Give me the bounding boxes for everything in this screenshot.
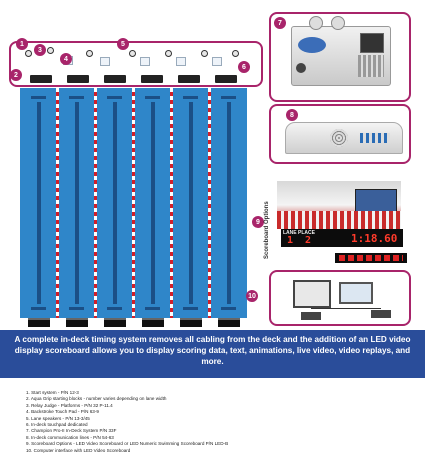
touch-screen xyxy=(176,57,186,66)
wireless-device xyxy=(285,122,403,154)
console-device xyxy=(291,26,391,86)
lane xyxy=(134,88,171,318)
note-item: 2. Aqua Grip starting blocks - number varies depending on lane width xyxy=(26,396,167,402)
side-label: Scoreboard Options xyxy=(264,201,270,259)
note-item: 6. In-deck touchpad dedicated xyxy=(26,422,88,428)
cable-line xyxy=(311,308,381,309)
lane xyxy=(58,88,95,318)
note-item: 7. Champion Pro-II In-Deck System P/N 33F xyxy=(26,428,117,434)
touch-screen xyxy=(212,57,222,66)
touch-pad xyxy=(218,318,240,327)
judge-head xyxy=(165,50,172,57)
computer-panel xyxy=(269,270,411,326)
marker-6: 6 xyxy=(238,61,250,73)
led-numeric-digits xyxy=(339,255,403,261)
led-lane-label: LANE PLACE xyxy=(283,230,315,236)
marker-9: 9 xyxy=(252,216,264,228)
marker-2: 2 xyxy=(10,69,22,81)
note-item: 8. In-deck communication lines - P/N 54-63 xyxy=(26,434,114,440)
marker-8: 8 xyxy=(286,109,298,121)
starting-block xyxy=(30,75,52,83)
side-label-wrap xyxy=(254,183,270,263)
lane-rope xyxy=(94,88,97,318)
wireless-ports xyxy=(360,133,390,143)
touch-pad xyxy=(28,318,50,327)
lane-rope xyxy=(208,88,211,318)
lane-rope xyxy=(56,88,59,318)
judge-head xyxy=(129,50,136,57)
note-item: 10. Computer interface with LED Video Scoreboard xyxy=(26,447,131,453)
led-digits: 1 2 xyxy=(287,235,312,246)
scoreboard-panel xyxy=(269,175,411,268)
lane xyxy=(210,88,247,318)
note-item: 4. Backstroke Touch Pad - P/N 63-9 xyxy=(26,409,99,415)
starting-block xyxy=(104,75,126,83)
interface-box xyxy=(301,312,321,320)
console-antenna xyxy=(309,16,323,30)
marker-4: 4 xyxy=(60,53,72,65)
starting-block xyxy=(215,75,237,83)
led-time: 1:18.60 xyxy=(351,232,398,245)
marker-7: 7 xyxy=(274,17,286,29)
laptop xyxy=(339,282,373,304)
lane-rope xyxy=(170,88,173,318)
lane xyxy=(172,88,209,318)
judge-head xyxy=(86,50,93,57)
note-item: 9. Scoreboard Options - LED Video Scoreboard or LED Numeric Swimming Scoreboard P/N LED-B xyxy=(26,441,229,447)
led-scoreboard xyxy=(281,229,403,247)
marker-1: 1 xyxy=(16,38,28,50)
judge-head xyxy=(232,50,239,57)
interface-box xyxy=(371,310,391,318)
starting-block xyxy=(67,75,89,83)
touch-pad xyxy=(142,318,164,327)
touch-pad xyxy=(180,318,202,327)
judge-head xyxy=(201,50,208,57)
monitor xyxy=(293,280,331,308)
starting-block xyxy=(178,75,200,83)
touch-pad xyxy=(104,318,126,327)
console-panel xyxy=(269,12,411,102)
touch-pad xyxy=(66,318,88,327)
touch-screen xyxy=(100,57,110,66)
stands xyxy=(277,211,401,229)
starting-block xyxy=(141,75,163,83)
starter-head xyxy=(25,50,32,57)
console-antenna xyxy=(331,16,345,30)
console-screen xyxy=(360,33,384,53)
lane-rope xyxy=(132,88,135,318)
note-item: 3. Relay Judge - Platforms - P/N 32 P-11.4 xyxy=(26,402,113,408)
equipment-notes xyxy=(26,390,228,454)
judge-head xyxy=(47,47,54,54)
description-banner: A complete in-deck timing system removes all cabling from the deck and the addition of an LED video display scoreboard allows you to display scoring data, text, animations, live video, video replays, and more. xyxy=(0,330,425,378)
console-port xyxy=(296,63,306,73)
natatorium-photo xyxy=(277,181,401,229)
console-keypad xyxy=(358,55,384,77)
marker-3: 3 xyxy=(34,44,46,56)
console-logo xyxy=(298,37,326,53)
note-item: 1. Start system - P/N 12-3 xyxy=(26,390,79,395)
lane xyxy=(96,88,133,318)
touch-screen xyxy=(140,57,150,66)
marker-5: 5 xyxy=(117,38,129,50)
wireless-vent xyxy=(330,129,348,147)
lane xyxy=(20,88,57,318)
note-item: 5. Lane speakers - P/N 13-3/45 xyxy=(26,415,90,421)
led-numeric-board xyxy=(335,253,407,263)
marker-10: 10 xyxy=(246,290,258,302)
